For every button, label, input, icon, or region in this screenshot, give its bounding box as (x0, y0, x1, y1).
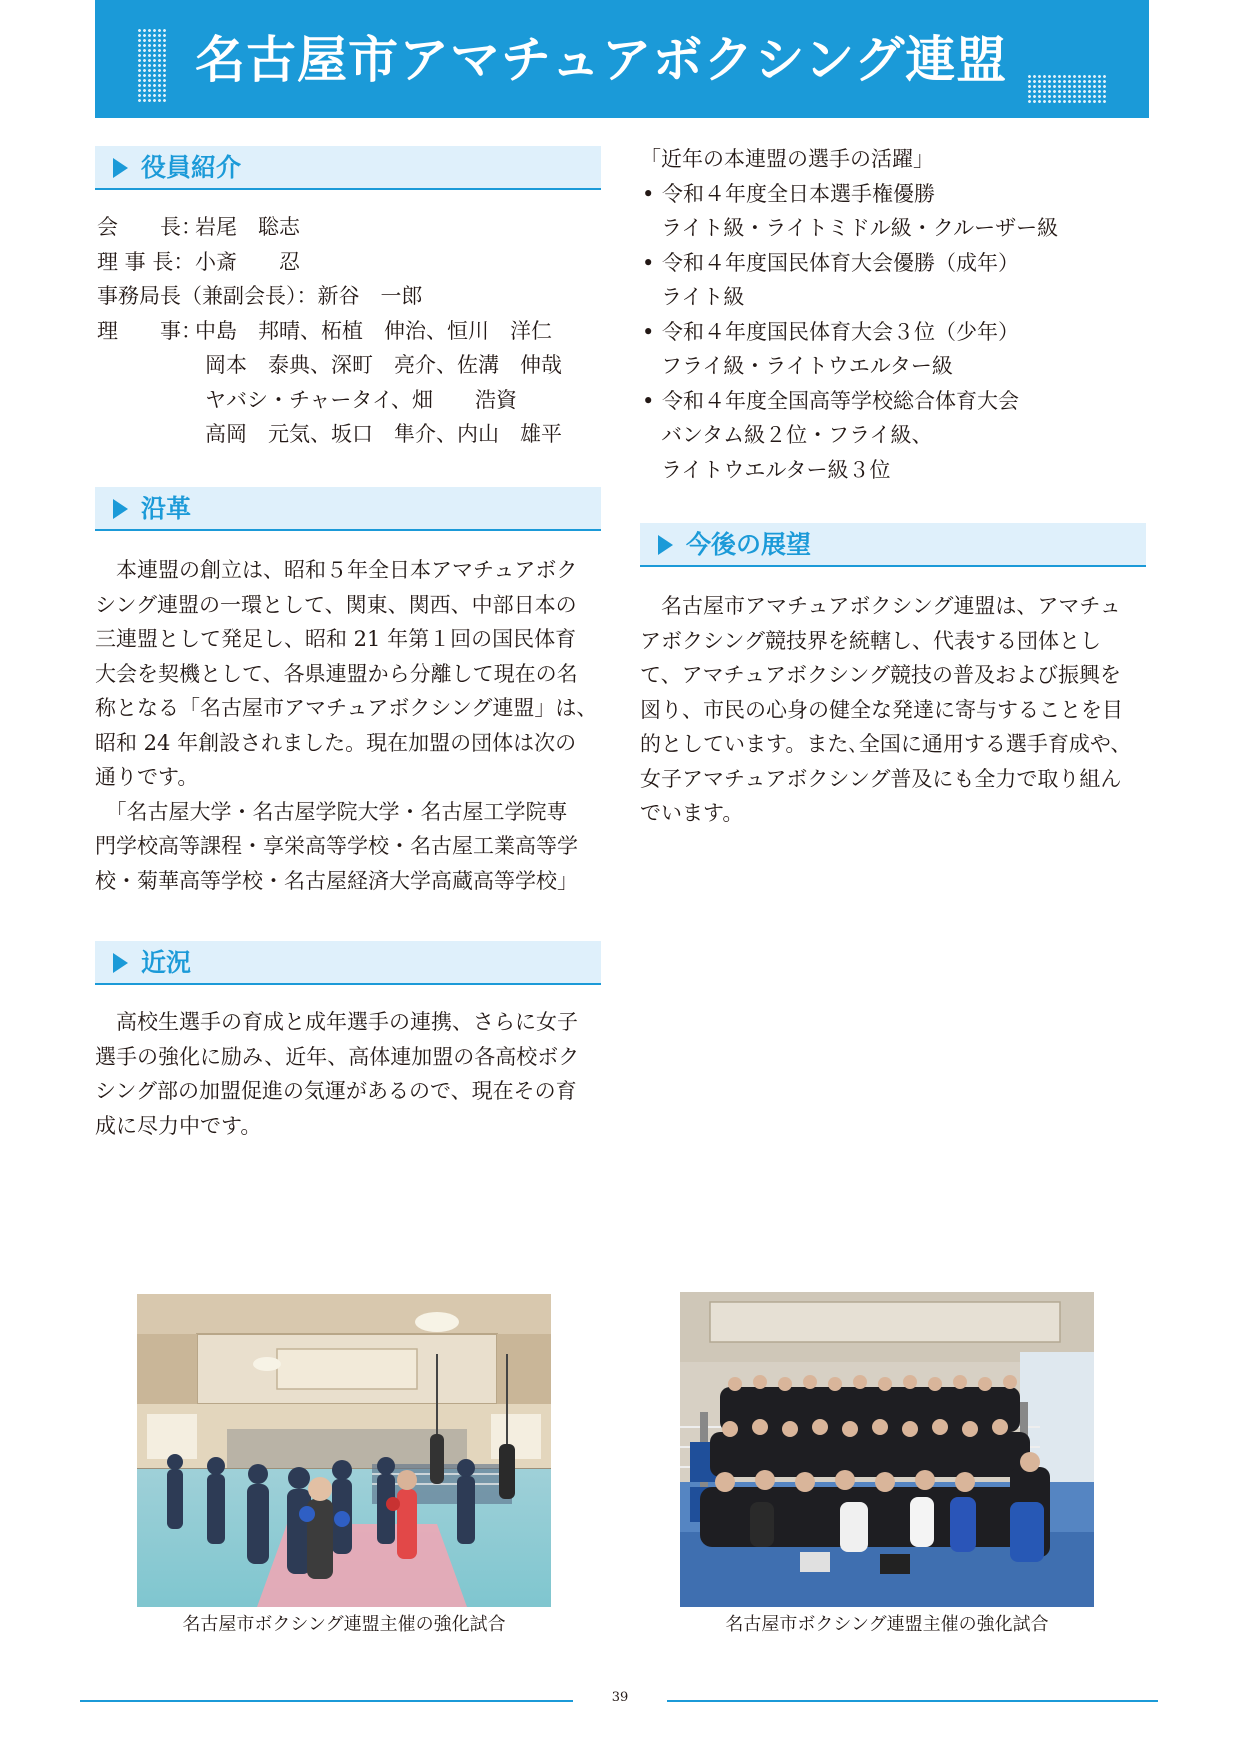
paragraph-line: 名古屋市アマチュアボクシング連盟は、アマチュ (640, 594, 1121, 618)
page-number: 39 (611, 1690, 629, 1705)
footer-rule-right (667, 1700, 1158, 1702)
paragraph-line: 本連盟の創立は、昭和５年全日本アマチュアボク (95, 558, 578, 582)
paragraph-line: 女子アマチュアボクシング普及にも全力で取り組ん (640, 766, 1122, 791)
section-heading-label: 今後の展望 (686, 530, 812, 559)
paragraph-line: 大会を契機として、各県連盟から分離して現在の名 (95, 661, 578, 686)
achievement-item (640, 177, 1058, 212)
officer-names: 小斎 忍 (195, 249, 300, 274)
officer-row (97, 314, 552, 349)
dot-pattern-decoration (1027, 74, 1107, 104)
section-heading-outlook (640, 523, 1146, 567)
officer-names: ヤバシ・チャータイ、畑 浩資 (205, 387, 518, 412)
section-heading-officers (95, 146, 601, 190)
paragraph-line: アボクシング競技界を統轄し、代表する団体とし (640, 628, 1102, 653)
officer-names: 中島 邦晴、柘植 伸治、恒川 洋仁 (195, 318, 552, 343)
achievement-item (640, 315, 1058, 350)
section-heading-label: 近況 (141, 948, 192, 977)
bullet-dot-icon: • (642, 250, 655, 275)
paragraph-line: 図り、市民の心身の健全な発達に寄与することを目 (640, 697, 1123, 722)
page-title: 名古屋市アマチュアボクシング連盟 (195, 31, 1008, 89)
achievement-detail: フライ級・ライトウエルター級 (661, 354, 953, 378)
achievement-title: 令和４年度国民体育大会優勝（成年） (662, 250, 1019, 275)
triangle-bullet-icon (658, 535, 673, 555)
paragraph-line: シング部の加盟促進の気運があるので、現在その育 (95, 1079, 577, 1103)
section-heading-history (95, 487, 601, 531)
officer-row (97, 279, 423, 314)
section-heading-label: 沿革 (141, 494, 192, 523)
photo-caption-right: 名古屋市ボクシング連盟主催の強化試合 (725, 1614, 1049, 1635)
paragraph-line: 選手の強化に励み、近年、高体連加盟の各高校ボク (95, 1044, 580, 1069)
achievements-heading: 「近年の本連盟の選手の活躍」 (640, 147, 934, 171)
paragraph-line: 校・菊華高等学校・名古屋経済大学高蔵高等学校」 (95, 868, 578, 893)
paragraph-line: 「名古屋大学・名古屋学院大学・名古屋工学院専 (95, 799, 568, 824)
paragraph-line: 昭和 24 年創設されました。現在加盟の団体は次の (95, 730, 577, 755)
achievement-title: 令和４年度国民体育大会３位（少年） (662, 319, 1019, 344)
officer-names: 岩尾 聡志 (195, 215, 300, 239)
paragraph-line: 門学校高等課程・享栄高等学校・名古屋工業高等学 (95, 834, 578, 858)
officer-row (97, 210, 300, 245)
paragraph-line: 的としています。また､全国に通用する選手育成や、 (640, 732, 1132, 756)
achievement-item (640, 384, 1058, 419)
team-group-photo (680, 1292, 1094, 1607)
section-heading-recent (95, 941, 601, 985)
triangle-bullet-icon (113, 499, 128, 519)
training-gym-photo (137, 1294, 551, 1607)
achievement-detail: ライトウエルター級３位 (661, 457, 891, 482)
achievement-detail: バンタム級２位・フライ級、 (661, 423, 933, 447)
achievement-title: 令和４年度全国高等学校総合体育大会 (662, 388, 1019, 413)
bullet-dot-icon: • (642, 319, 655, 344)
officer-names: 新谷 一郎 (317, 284, 423, 308)
section-heading-label: 役員紹介 (141, 153, 242, 182)
photo-caption-left: 名古屋市ボクシング連盟主催の強化試合 (182, 1614, 506, 1635)
achievement-item (640, 246, 1058, 281)
footer-rule-left (80, 1700, 573, 1702)
paragraph-line: て、アマチュアボクシング競技の普及および振興を (640, 663, 1122, 687)
officer-title: 事務局長（兼副会長）： (97, 284, 318, 308)
achievement-detail: ライト級・ライトミドル級・クルーザー級 (661, 216, 1059, 240)
bullet-dot-icon: • (642, 388, 655, 413)
achievements-block (640, 142, 1058, 487)
officer-title: 理 事 長： (97, 249, 195, 274)
paragraph-line: でいます。 (640, 801, 744, 825)
outlook-body (640, 589, 1131, 831)
paragraph-line: 成に尽力中です。 (95, 1113, 262, 1138)
bullet-dot-icon: • (642, 181, 655, 206)
title-banner (95, 0, 1149, 118)
officer-names: 高岡 元気、坂口 隼介、内山 雄平 (205, 422, 562, 446)
paragraph-line: 称となる「名古屋市アマチュアボクシング連盟」は、 (95, 696, 598, 720)
paragraph-line: 三連盟として発足し、昭和 21 年第１回の国民体育 (95, 627, 577, 651)
achievement-detail: ライト級 (661, 285, 745, 309)
officer-names: 岡本 泰典、深町 亮介、佐溝 伸哉 (205, 353, 562, 377)
officer-title: 会 長： (97, 215, 202, 239)
triangle-bullet-icon (113, 953, 128, 973)
paragraph-line: 通りです。 (95, 765, 199, 789)
officer-title: 理 事： (97, 318, 202, 343)
triangle-bullet-icon (113, 158, 128, 178)
achievement-title: 令和４年度全日本選手権優勝 (662, 181, 935, 206)
history-body (95, 553, 597, 898)
paragraph-line: 高校生選手の育成と成年選手の連携、さらに女子 (95, 1010, 578, 1034)
recent-body (95, 1005, 579, 1143)
dot-pattern-decoration (137, 28, 167, 104)
paragraph-line: シング連盟の一環として、関東、関西、中部日本の (95, 592, 577, 617)
officer-row (97, 245, 300, 280)
officer-names-list (205, 348, 562, 452)
